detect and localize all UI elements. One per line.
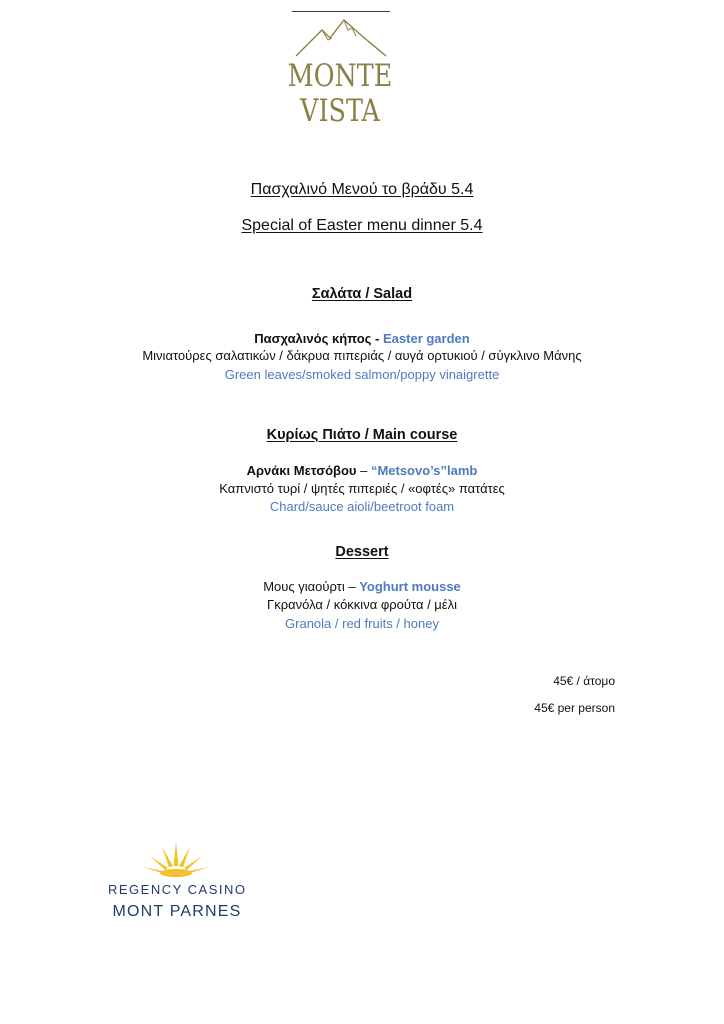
dish-description-greek: Γκρανόλα / κόκκινα φρούτα / μέλι bbox=[267, 597, 457, 612]
dish-name-english: Easter garden bbox=[383, 331, 470, 346]
dish-title-dessert bbox=[0, 579, 724, 594]
price-greek: 45€ / άτομο bbox=[553, 674, 615, 688]
dish-separator: - bbox=[371, 331, 383, 346]
dish-name-greek: Αρνάκι Μετσόβου bbox=[246, 463, 357, 478]
logo-top-rule bbox=[292, 11, 390, 12]
dish-title-salad bbox=[0, 331, 724, 346]
dish-description-english: Green leaves/smoked salmon/poppy vinaigrette bbox=[224, 367, 500, 382]
casino-name-line1: REGENCY CASINO bbox=[108, 882, 247, 897]
sun-logo-icon bbox=[142, 840, 210, 878]
dish-title-main-course bbox=[0, 463, 724, 478]
dish-name-greek: Μους γιαούρτι bbox=[263, 579, 345, 594]
dish-name-english: Yoghurt mousse bbox=[359, 579, 461, 594]
casino-name-line2: MONT PARNES bbox=[112, 903, 242, 920]
price-english: 45€ per person bbox=[534, 701, 615, 715]
section-heading-main-course: Κυρίως Πιάτο / Main course bbox=[266, 427, 458, 443]
dish-name-greek: Πασχαλινός κήπος bbox=[254, 331, 372, 346]
dish-description-english: Chard/sauce aioli/beetroot foam bbox=[269, 499, 455, 514]
section-heading-salad: Σαλάτα / Salad bbox=[311, 286, 413, 302]
menu-title-greek: Πασχαλινό Μενού το βράδυ 5.4 bbox=[250, 181, 474, 198]
menu-title-english: Special of Easter menu dinner 5.4 bbox=[241, 217, 483, 234]
dish-description-greek: Καπνιστό τυρί / ψητές πιπεριές / «οφτές» πατάτες bbox=[219, 481, 505, 496]
dish-separator: – bbox=[344, 579, 360, 594]
dish-description-greek: Μινιατούρες σαλατικών / δάκρυα πιπεριάς / αυγά ορτυκιού / σύγκλινο Μάνης bbox=[142, 348, 582, 363]
dish-description-english: Granola / red fruits / honey bbox=[285, 616, 439, 631]
logo-brand-line1: MONTE bbox=[287, 58, 393, 94]
dish-separator: – bbox=[356, 463, 371, 478]
section-heading-dessert: Dessert bbox=[335, 544, 389, 560]
logo-brand-line2: VISTA bbox=[300, 93, 380, 129]
mountain-logo-icon bbox=[292, 16, 390, 60]
dish-name-english: “Metsovo’s”lamb bbox=[370, 463, 478, 478]
